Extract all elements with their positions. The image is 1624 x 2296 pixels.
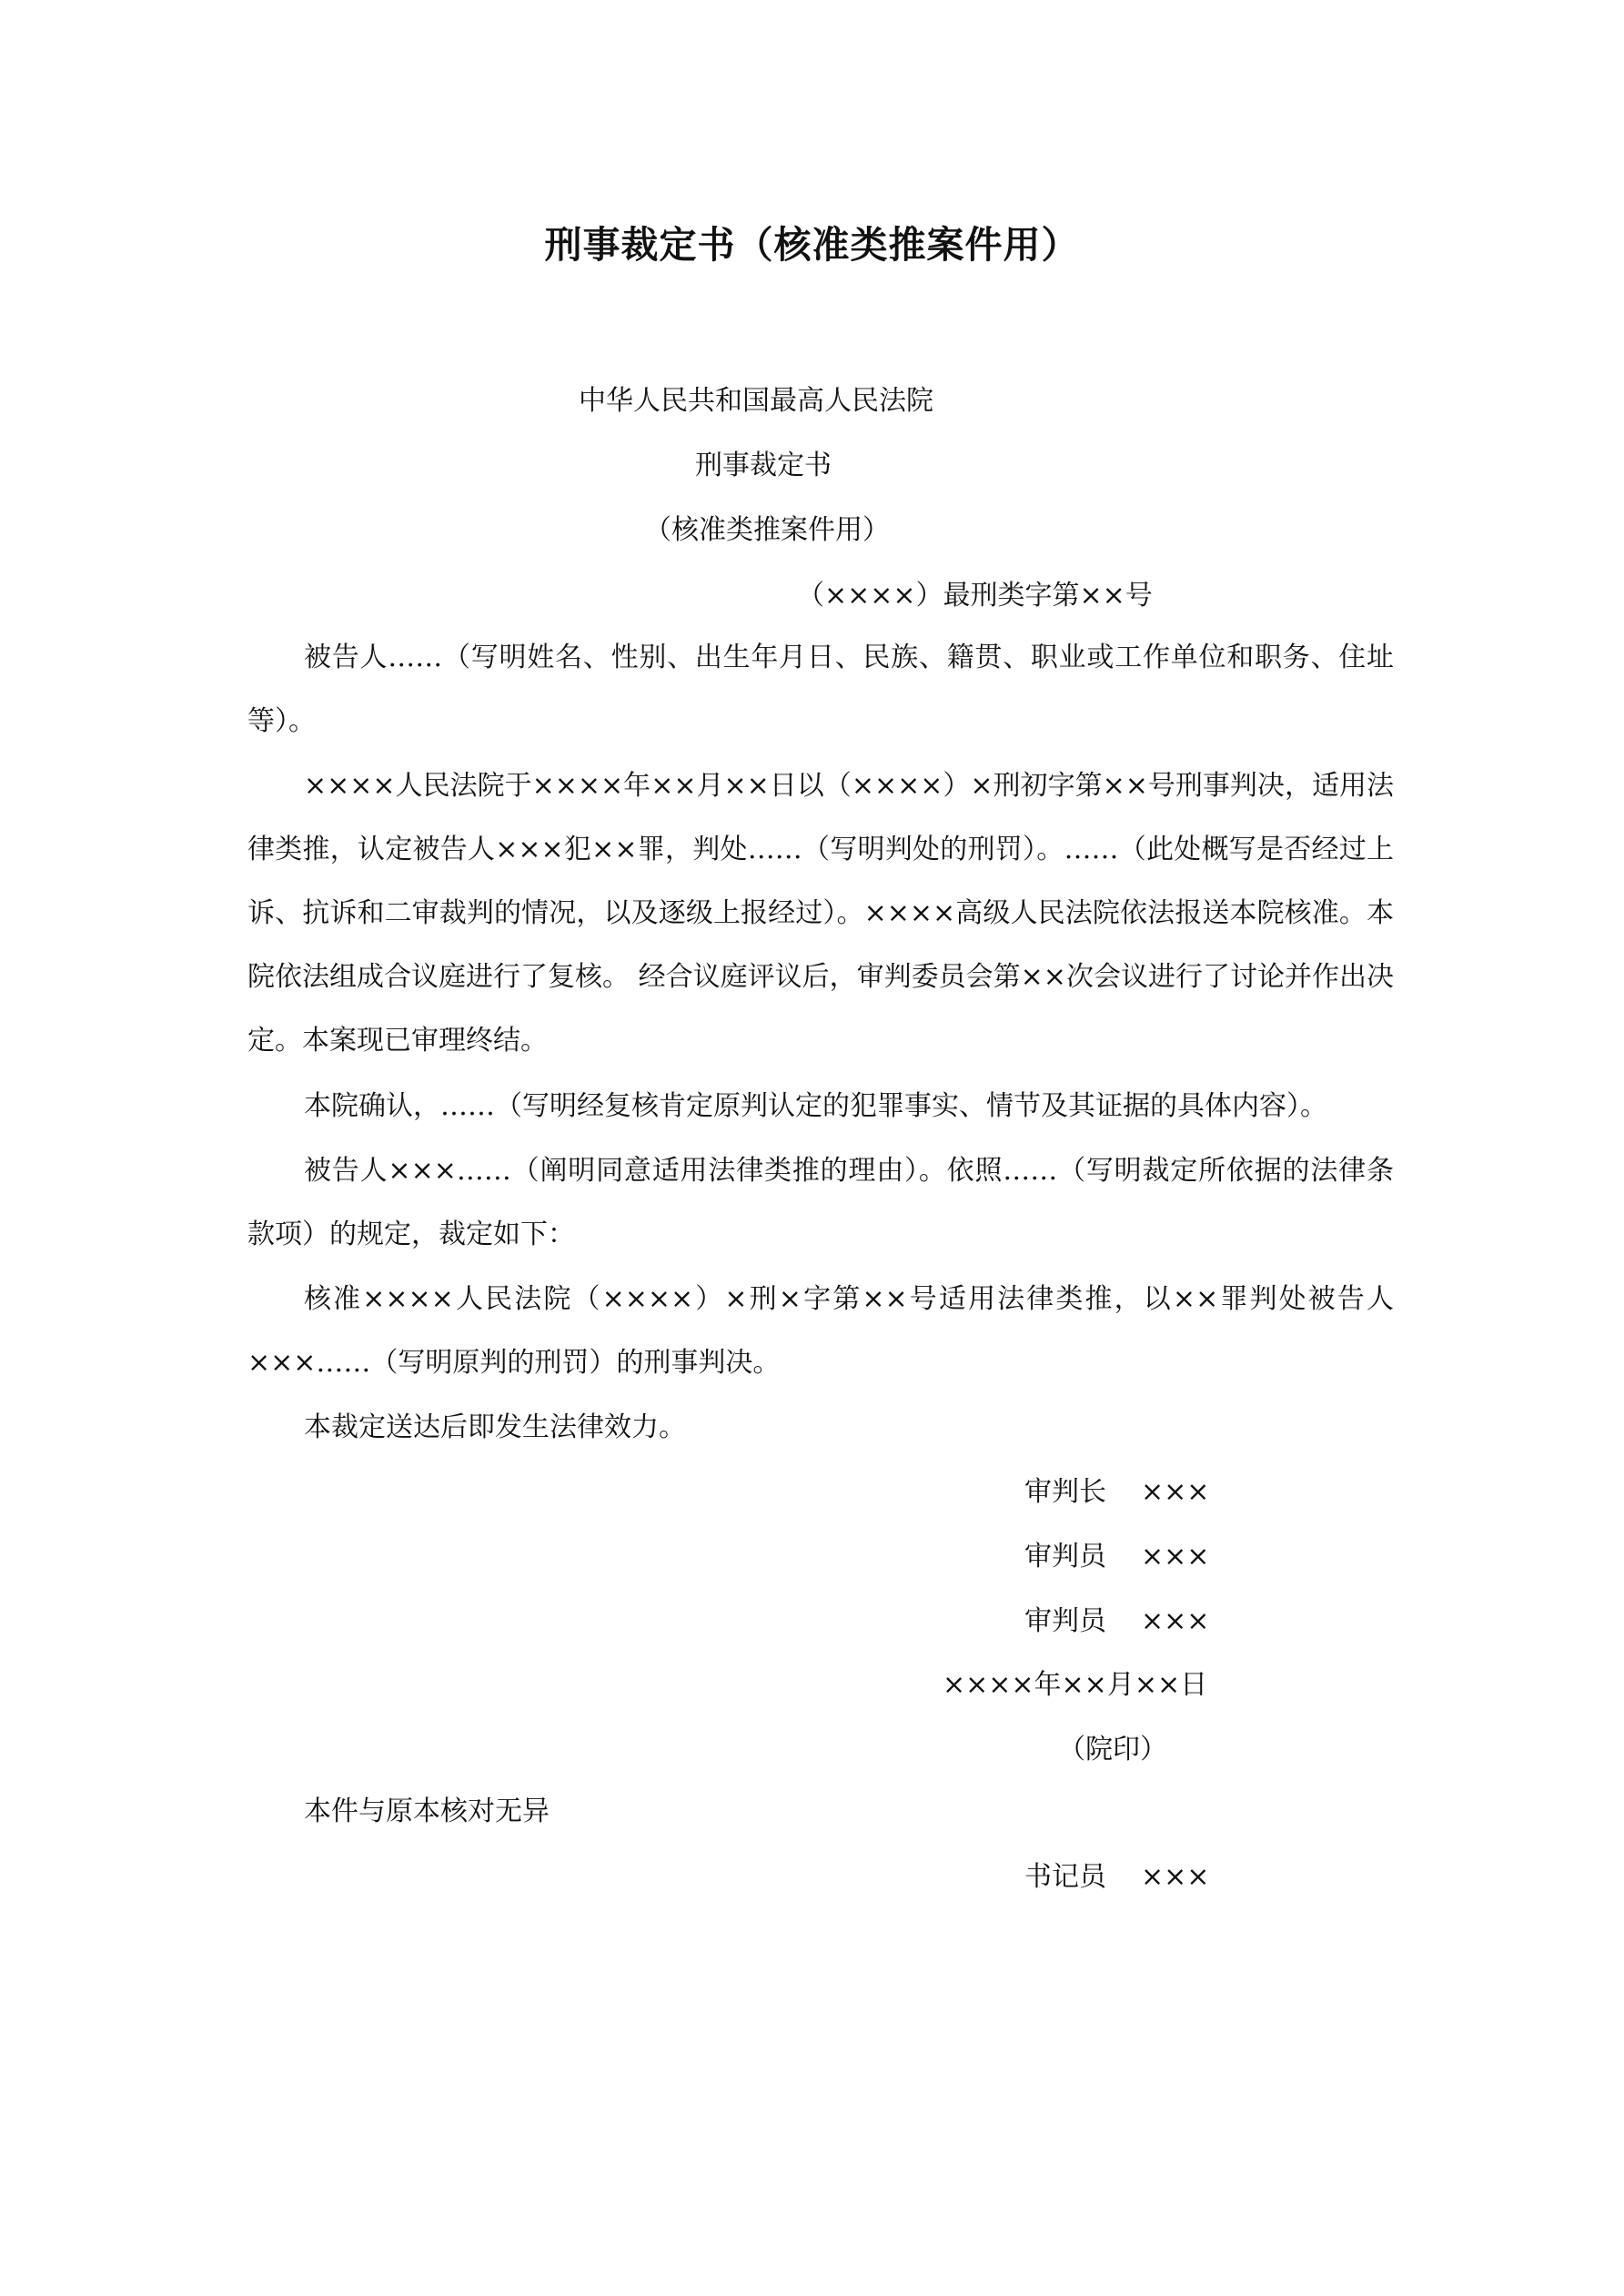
confirmation-paragraph: 本院确认，……（写明经复核肯定原判认定的犯罪事实、情节及其证据的具体内容）。: [304, 1090, 1327, 1122]
signature-role: 审判员: [1024, 1541, 1106, 1573]
court-name: 中华人民共和国最高人民法院: [579, 385, 933, 417]
signature-role: 审判长: [1024, 1476, 1106, 1508]
signature-name: ×××: [1141, 1476, 1210, 1508]
document-type: 刑事裁定书: [695, 450, 832, 481]
signature-name: ×××: [1141, 1861, 1210, 1893]
case-history-paragraph: ××××人民法院于××××年××月××日以（××××）×刑初字第××号刑事判决，适用法律类推，认定被告人×××犯××罪，判处……（写明判处的刑罚）。……（此处概写是否经过上诉、抗诉和二审裁判的情况，以及逐级上报经过）。××××高级人民法院依法报送本院核准。本院依法组成合议庭进行了复核。 经合议庭评议后，审判委员会第××次会议进行了讨论并作出决定。本案现已审理终结。: [247, 770, 1394, 1057]
document-subtitle: （核准类推案件用）: [644, 514, 890, 546]
signature-name: ×××: [1141, 1541, 1210, 1573]
reasoning-paragraph: 被告人×××……（阐明同意适用法律类推的理由）。依照……（写明裁定所依据的法律条款项）的规定，裁定如下：: [247, 1155, 1394, 1250]
signature-name: ×××: [1141, 1605, 1210, 1637]
effect-paragraph: 本裁定送达后即发生法律效力。: [304, 1411, 686, 1443]
case-number: （××××）最刑类字第××号: [797, 580, 1153, 612]
ruling-paragraph: 核准××××人民法院（××××）×刑×字第××号适用法律类推，以××罪判处被告人×××……（写明原判的刑罚）的刑事判决。: [247, 1283, 1394, 1379]
signature-judge-1: [1024, 1539, 1209, 1575]
signature-presiding-judge: [1024, 1474, 1209, 1511]
ruling-date: ××××年××月××日: [943, 1669, 1208, 1701]
defendant-paragraph: 被告人……（写明姓名、性别、出生年月日、民族、籍贯、职业或工作单位和职务、住址等）。: [247, 642, 1394, 737]
court-seal: （院印）: [1058, 1734, 1167, 1765]
page-title: 刑事裁定书（核准类推案件用）: [544, 223, 1080, 267]
signature-judge-2: [1024, 1603, 1209, 1640]
verification-note: 本件与原本核对无异: [304, 1795, 550, 1827]
signature-role: 书记员: [1024, 1861, 1106, 1893]
signature-clerk: [1024, 1859, 1209, 1896]
signature-role: 审判员: [1024, 1605, 1106, 1637]
